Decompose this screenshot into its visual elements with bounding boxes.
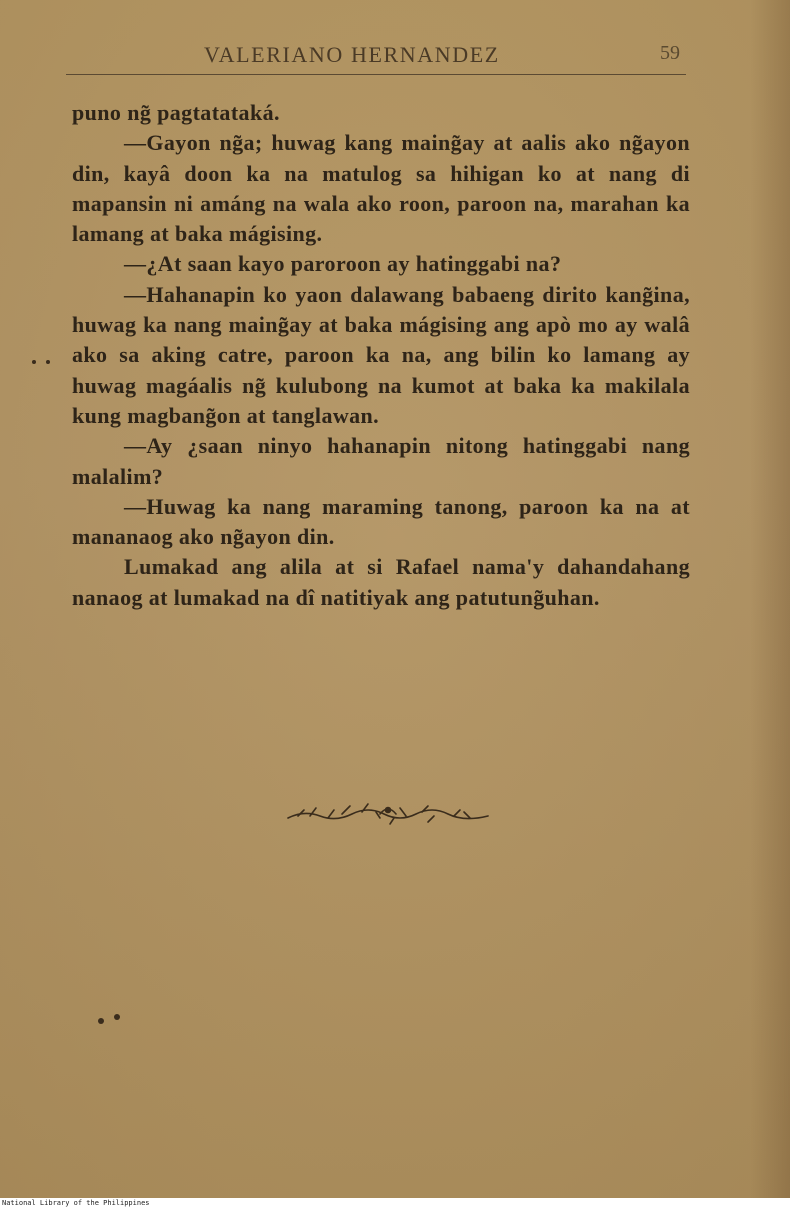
speck xyxy=(46,360,50,364)
speck xyxy=(32,360,36,364)
paragraph: —¿At saan kayo paroroon ay hatinggabi na? xyxy=(124,251,562,277)
speck xyxy=(114,1014,120,1020)
speck xyxy=(98,1018,104,1024)
running-head: VALERIANO HERNANDEZ xyxy=(204,42,500,67)
paragraph: —Ay ¿saan ninyo hahanapin nitong hatinggabi nang malalim? xyxy=(72,433,690,489)
vine-ornament-icon xyxy=(284,800,494,830)
page-number: 59 xyxy=(660,42,680,64)
paragraph: —Huwag ka nang maraming tanong, paroon ka na at mananaog ako ng̃ayon din. xyxy=(72,493,690,550)
footer-credit: National Library of the Philippines xyxy=(2,1199,150,1207)
paragraph: puno ng̃ pagtatataká. xyxy=(72,100,280,125)
paragraph: —Hahanapin ko yaon dalawang babaeng dirito kang̃ina, huwag ka nang maing̃ay at baka mágising ang apò mo ay walâ ako sa aking catre, paroon ka na, ang bilin ko lamang ay huwag magáalis ng̃ kulubong na kumot at baka ka makilala kung magbang̃on at tanglawan. xyxy=(72,281,690,428)
paragraph: —Gayon ng̃a; huwag kang maing̃ay at aalis ako ng̃ayon din, kayâ doon ka na matulog sa hihigan ko at nang di mapansin ni amáng na wala ako roon, paroon na, marahan ka lamang at baka mágising. xyxy=(72,130,690,247)
page-header xyxy=(66,38,686,82)
paragraph: Lumakad ang alila at si Rafael nama'y dahandahang nanaog at lumakad na dî natitiyak ang patutung̃uhan. xyxy=(72,554,690,610)
header-rule xyxy=(66,74,686,75)
ornament-divider xyxy=(284,800,494,830)
body-text xyxy=(72,98,690,613)
